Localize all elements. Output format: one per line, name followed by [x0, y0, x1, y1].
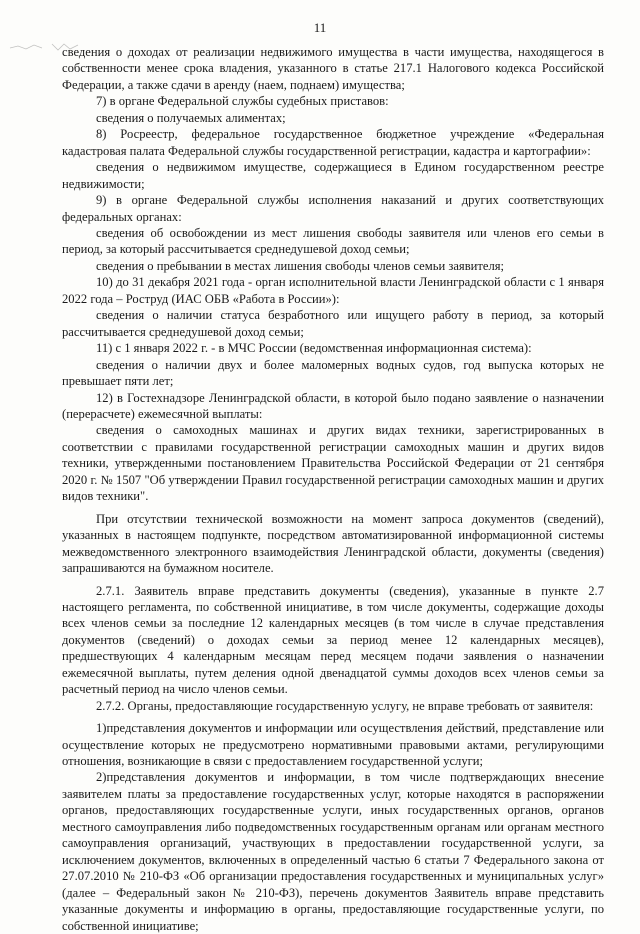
paragraph: сведения о наличии статуса безработного или ищущего работу в период, за который рассчитывается среднедушевой доход семьи;: [62, 308, 604, 339]
paragraph: 2)представления документов и информации, в том числе подтверждающих внесение заявителем платы за предоставление государственных услуг, которые находятся в распоряжении органов, предоставляющих государственные услуги, иных государственных органов, органов местного самоуправления либо подведомственных государственным органам или органам местного самоуправления организаций, участвующих в предоставлении государственной услуги, за исключением документов, включенных в определенный частью 6 статьи 7 Федерального закона от 27.07.2010 № 210-ФЗ «Об организации предоставления государственных и муниципальных услуг» (далее – Федеральный закон № 210-ФЗ), перечень документов Заявитель вправе представить указанные документы и информацию в органы, предоставляющие государственные услуги, по собственной инициативе;: [62, 770, 604, 933]
paragraph: сведения о самоходных машинах и других видах техники, зарегистрированных в соответствии с правилами государственной регистрации самоходных машин и других видов техники, утвержденными постановлением Правительства Российской Федерации от 21 сентября 2020 г. № 1507 "Об утверждении Правил государственной регистрации самоходных машин и других видов техники".: [62, 423, 604, 504]
paragraph: сведения о недвижимом имуществе, содержащиеся в Едином государственном реестре недвижимости;: [62, 160, 604, 191]
paragraph: сведения о пребывании в местах лишения свободы членов семьи заявителя;: [96, 258, 505, 273]
paragraph: сведения о наличии двух и более маломерных водных судов, год выпуска которых не превышает пяти лет;: [62, 357, 604, 389]
paragraph: 2.7.2. Органы, предоставляющие государственную услугу, не вправе требовать от заявителя:: [96, 698, 594, 713]
paragraph: 10) до 31 декабря 2021 года - орган исполнительной власти Ленинградской области с 1 января 2022 года – Роструд (ИАС ОБВ «Работа в России»):: [62, 275, 604, 306]
paragraph: При отсутствии технической возможности на момент запроса документов (сведений), указанных в настоящем подпункте, посредством автоматизированной информационной системы межведомственного электронного взаимодействия Ленинградской области, документы (сведения) запрашиваются на бумажном носителе.: [62, 511, 604, 576]
paragraph: сведения о доходах от реализации недвижимого имущества в части имущества, находящегося в собственности менее срока владения, указанного в статье 217.1 Налогового кодекса Российской Федерации, а также сдачи в аренду (наем, поднаем) имущества;: [62, 45, 604, 92]
paragraph: 8) Росреестр, федеральное государственное бюджетное учреждение «Федеральная кадастровая палата Федеральной службы государственной регистрации, кадастра и картографии»:: [62, 127, 604, 158]
paragraph: сведения о получаемых алиментах;: [96, 110, 286, 125]
page-number: 11: [313, 20, 327, 35]
paragraph: 9) в органе Федеральной службы исполнения наказаний и других соответствующих федеральных органах:: [62, 193, 604, 224]
paragraph: 12) в Гостехнадзоре Ленинградской области, в которой было подано заявление о назначении (перерасчете) ежемесячной выплаты:: [62, 390, 604, 421]
paragraph: 1)представления документов и информации или осуществления действий, представление или осуществление которых не предусмотрено нормативными правовыми актами, регулирующими отношения, возникающие в связи с предоставлением государственной услуги;: [62, 721, 604, 769]
paragraph: сведения об освобождении из мест лишения свободы заявителя или членов его семьи в период, за который рассчитывается среднедушевой доход семьи;: [62, 225, 604, 257]
paragraph: 2.7.1. Заявитель вправе представить документы (сведения), указанные в пункте 2.7 настоящего регламента, по собственной инициативе, в том числе документы, содержащие доходы всех членов семьи за последние 12 календарных месяцев (в том числе в случае представления документов (сведений) о доходах семьи за период менее 12 календарных месяцев), предшествующих 4 календарным месяцам перед месяцем подачи заявления о назначении ежемесячной выплаты, путем деления одной двенадцатой суммы доходов всех членов семьи за расчетный период на число членов семьи.: [62, 583, 604, 697]
paragraph: 11) с 1 января 2022 г. - в МЧС России (ведомственная информационная система):: [96, 341, 532, 356]
document-body: [62, 44, 604, 934]
paragraph: 7) в органе Федеральной службы судебных приставов:: [96, 94, 389, 109]
